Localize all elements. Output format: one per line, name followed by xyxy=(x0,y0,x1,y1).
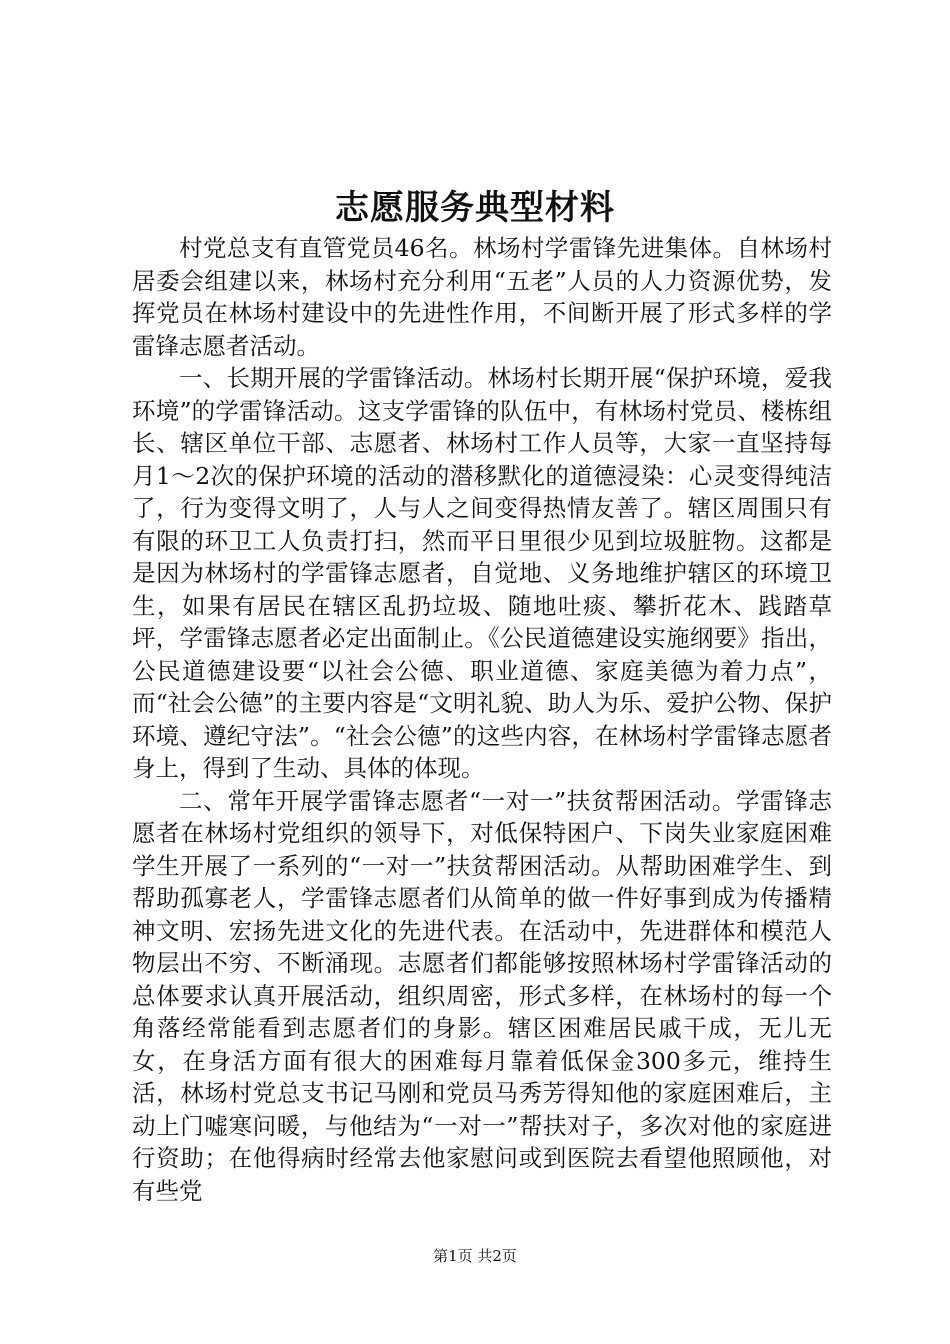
document-body xyxy=(132,232,832,1207)
paragraph-intro: 村党总支有直管党员46名。林场村学雷锋先进集体。自林场村居委会组建以来，林场村充分利用“五老”人员的人力资源优势，发挥党员在林场村建设中的先进性作用，不间断开展了形式多样的学雷锋志愿者活动。 xyxy=(132,234,832,360)
paragraph-section-one: 一、长期开展的学雷锋活动。林场村长期开展“保护环境，爱我环境”的学雷锋活动。这支学雷锋的队伍中，有林场村党员、楼栋组长、辖区单位干部、志愿者、林场村工作人员等，大家一直坚持每月1～2次的保护环境的活动的潜移默化的道德浸染：心灵变得纯洁了，行为变得文明了，人与人之间变得热情友善了。辖区周围只有有限的环卫工人负责打扫，然而平日里很少见到垃圾脏物。这都是是因为林场村的学雷锋志愿者，自觉地、义务地维护辖区的环境卫生，如果有居民在辖区乱扔垃圾、随地吐痰、攀折花木、践踏草坪，学雷锋志愿者必定出面制止。《公民道德建设实施纲要》指出，公民道德建设要“以社会公德、职业道德、家庭美德为着力点”，而“社会公德”的主要内容是“文明礼貌、助人为乐、爱护公物、保护环境、遵纪守法”。“社会公德”的这些内容，在林场村学雷锋志愿者身上，得到了生动、具体的体现。 xyxy=(132,364,832,782)
paragraph-section-two: 二、常年开展学雷锋志愿者“一对一”扶贫帮困活动。学雷锋志愿者在林场村党组织的领导下，对低保特困户、下岗失业家庭困难学生开展了一系列的“一对一”扶贫帮困活动。从帮助困难学生、到帮助孤寡老人，学雷锋志愿者们从简单的做一件好事到成为传播精神文明、宏扬先进文化的先进代表。在活动中，先进群体和模范人物层出不穷、不断涌现。志愿者们都能够按照林场村学雷锋活动的总体要求认真开展活动，组织周密，形式多样，在林场村的每一个角落经常能看到志愿者们的身影。辖区困难居民戚干成，无儿无女，在身活方面有很大的困难每月靠着低保金300多元，维持生活，林场村党总支书记马刚和党员马秀芳得知他的家庭困难后，主动上门嘘寒问暖，与他结为“一对一”帮扶对子，多次对他的家庭进行资助；在他得病时经常去他家慰问或到医院去看望他照顾他，对有些党 xyxy=(132,786,832,1205)
page-title: 志愿服务典型材料 xyxy=(335,188,615,228)
page-number-footer: 第1页 共2页 xyxy=(433,1247,517,1265)
